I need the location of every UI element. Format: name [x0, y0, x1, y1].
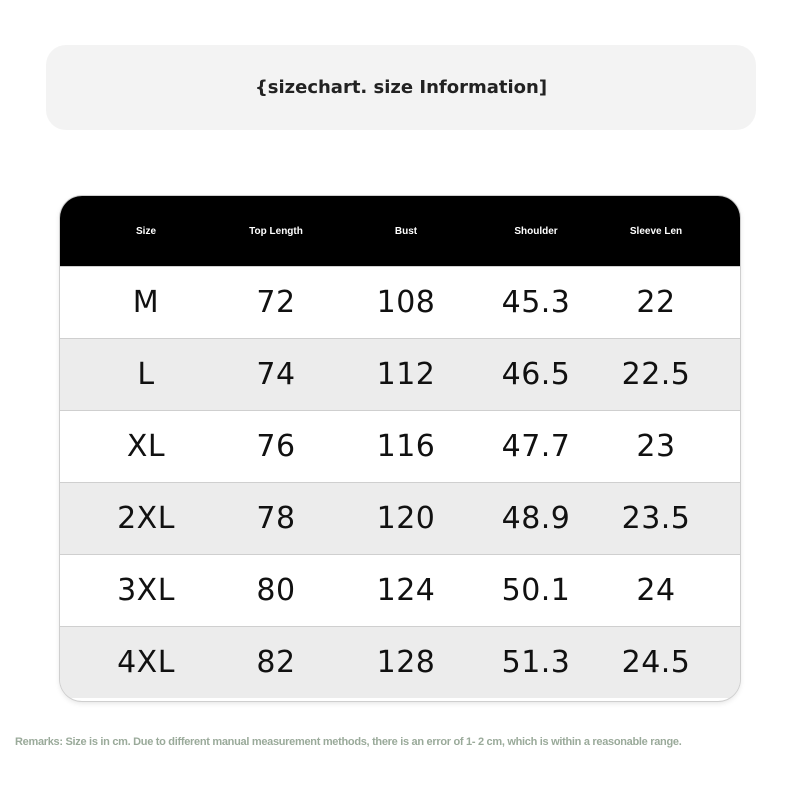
cell-bust: 124 — [376, 573, 436, 608]
header-sleeve-length: Sleeve Len — [629, 226, 683, 237]
cell-bust: 108 — [376, 285, 436, 320]
cell-sleeve-length: 22.5 — [621, 357, 691, 392]
cell-size: 4XL — [117, 645, 175, 680]
table-row — [60, 554, 740, 626]
remarks-note: Remarks: Size is in cm. Due to different manual measurement methods, there is an error of 1- 2 cm, which is within a reasonable range. — [15, 736, 682, 748]
table-row — [60, 626, 740, 698]
cell-shoulder: 50.1 — [501, 573, 571, 608]
cell-sleeve-length: 23.5 — [621, 501, 691, 536]
cell-top-length: 78 — [256, 501, 296, 536]
table-header-row — [60, 196, 740, 266]
cell-bust: 120 — [376, 501, 436, 536]
cell-size: M — [132, 285, 160, 320]
header-bust: Bust — [394, 226, 418, 237]
table-row — [60, 338, 740, 410]
cell-top-length: 80 — [256, 573, 296, 608]
cell-bust: 128 — [376, 645, 436, 680]
cell-shoulder: 51.3 — [501, 645, 571, 680]
cell-shoulder: 45.3 — [501, 285, 571, 320]
cell-top-length: 76 — [256, 429, 296, 464]
size-chart-table — [60, 196, 740, 701]
table-row — [60, 410, 740, 482]
cell-bust: 112 — [376, 357, 436, 392]
header-top-length: Top Length — [249, 226, 303, 237]
table-row — [60, 266, 740, 338]
cell-size: 2XL — [117, 501, 175, 536]
cell-size: XL — [126, 429, 166, 464]
table-row — [60, 482, 740, 554]
cell-top-length: 72 — [256, 285, 296, 320]
cell-size: 3XL — [117, 573, 175, 608]
cell-top-length: 82 — [256, 645, 296, 680]
cell-sleeve-length: 24 — [636, 573, 676, 608]
cell-shoulder: 46.5 — [501, 357, 571, 392]
cell-sleeve-length: 23 — [636, 429, 676, 464]
header-size: Size — [135, 226, 157, 237]
cell-top-length: 74 — [256, 357, 296, 392]
page-title: {sizechart. size Information] — [254, 77, 548, 98]
cell-shoulder: 48.9 — [501, 501, 571, 536]
header-shoulder: Shoulder — [514, 226, 558, 237]
cell-bust: 116 — [376, 429, 436, 464]
cell-shoulder: 47.7 — [501, 429, 571, 464]
table-body — [60, 266, 740, 698]
cell-sleeve-length: 24.5 — [621, 645, 691, 680]
cell-size: L — [137, 357, 155, 392]
title-banner — [46, 45, 756, 130]
cell-sleeve-length: 22 — [636, 285, 676, 320]
